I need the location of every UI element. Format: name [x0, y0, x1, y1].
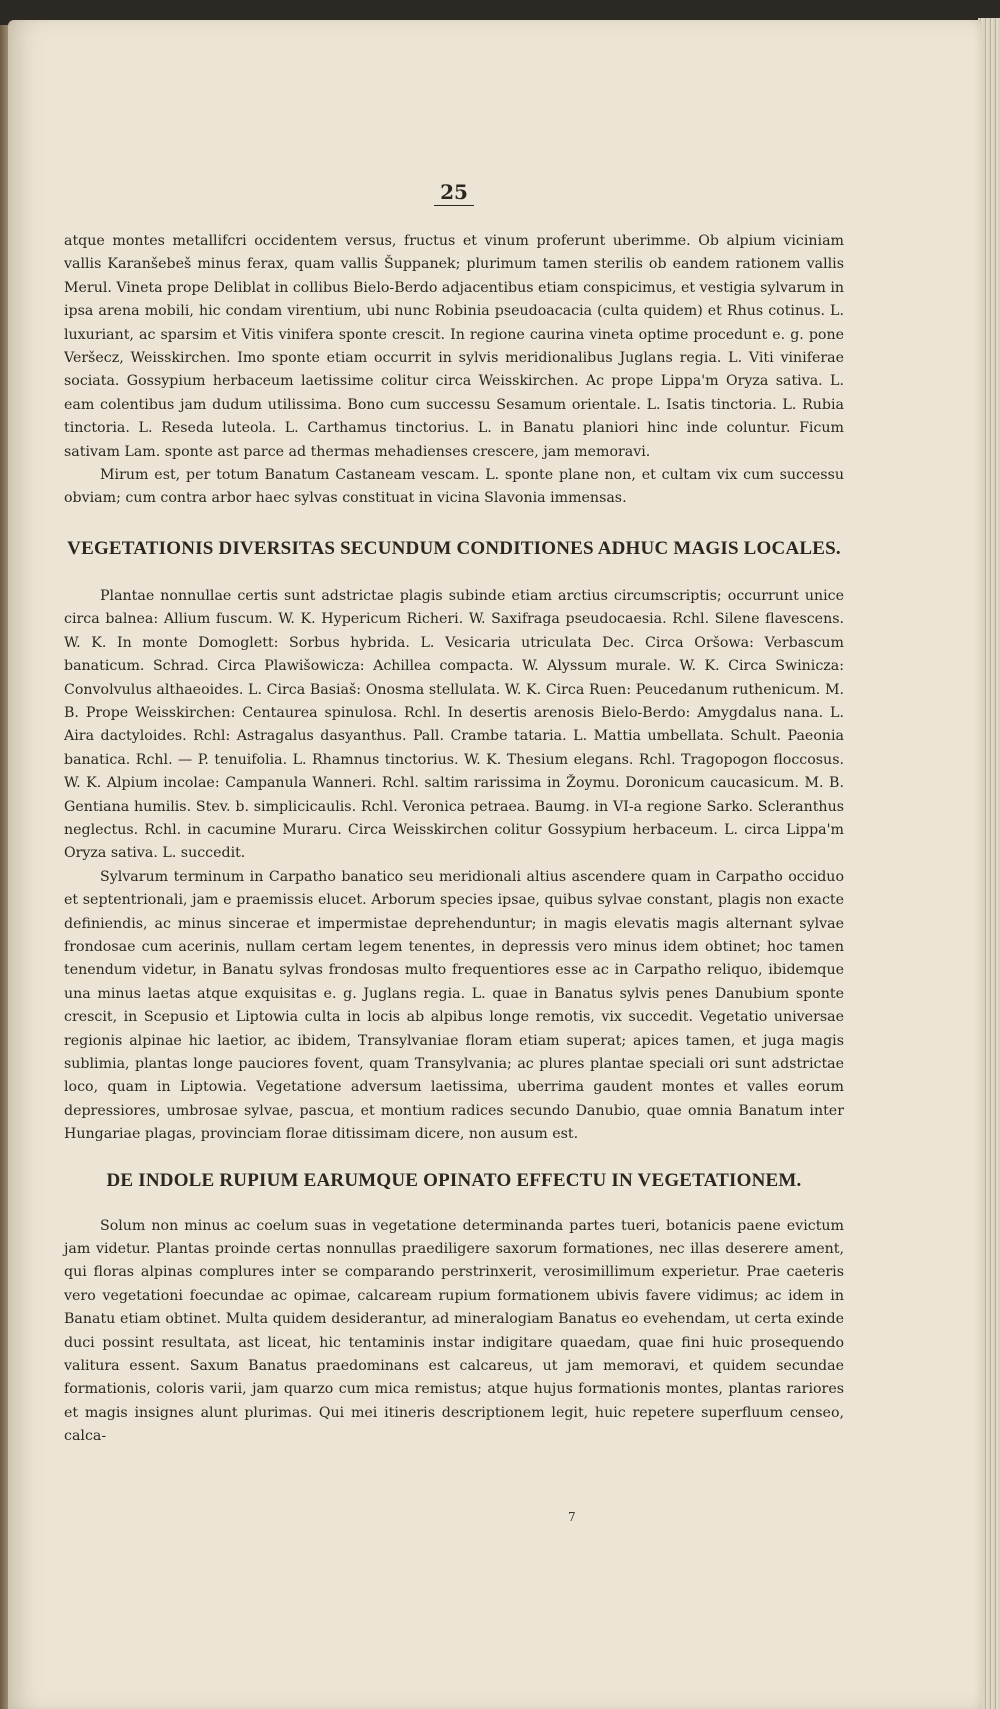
paper-sheet	[8, 20, 982, 1709]
section-heading: DE INDOLE RUPIUM EARUMQUE OPINATO EFFECTU IN VEGETATIONEM.	[106, 1169, 802, 1191]
page-content	[64, 180, 844, 1449]
paragraph: Plantae nonnullae certis sunt adstrictae plagis subinde etiam arctius circumscriptis; occurrunt unice circa balnea: Allium fuscum. W. K. Hypericum Richeri. W. Saxifraga pseudocaesia. Rchl. Silene flavescens. W. K. In monte Domoglett: Sorbus hybrida. L. Vesicaria utriculata Dec. Circa Oršowa: Verbascum banaticum. Schrad. Circa Plawišowicza: Achillea compacta. W. Alyssum murale. W. K. Circa Swinicza: Convolvulus althaeoides. L. Circa Basiaš: Onosma stellulata. W. K. Circa Ruen: Peucedanum ruthenicum. M. B. Prope Weisskirchen: Centaurea spinulosa. Rchl. In desertis arenosis Bielo-Berdo: Amygdalus nana. L. Aira dactyloides. Rchl: Astragalus dasyanthus. Pall. Crambe tataria. L. Mattia umbellata. Schult. Paeonia banatica. Rchl. — P. tenuifolia. L. Rhamnus tinctorius. W. K. Thesium elegans. Rchl. Tragopogon floccosus. W. K. Alpium incolae: Campanula Wanneri. Rchl. saltim rarissima in Žoymu. Doronicum caucasicum. M. B. Gentiana humilis. Stev. b. simplicicaulis. Rchl. Veronica petraea. Baumg. in VI-a regione Sarko. Scleranthus neglectus. Rchl. in cacumine Muraru. Circa Weisskirchen colitur Gossypium herbaceum. L. circa Lippa'm Oryza sativa. L. succedit.	[64, 587, 844, 862]
page-number-text: 25	[434, 180, 474, 206]
paragraph: atque montes metallifcri occidentem versus, fructus et vinum proferunt uberimme. Ob alpium viciniam vallis Karanšebeš minus ferax, quam vallis Šuppanek; plurimum tamen sterilis ob eandem rationem vallis Merul. Vineta prope Deliblat in collibus Bielo-Berdo adjacentibus etiam conspicimus, et vestigia sylvarum in ipsa arena mobili, hic condam virentium, ubi nunc Robinia pseudoacacia (culta quidem) et Rhus cotinus. L. luxuriant, ac sparsim et Vitis vinifera sponte crescit. In regione caurina vineta optime procedunt e. g. pone Veršecz, Weisskirchen. Imo sponte etiam occurrit in sylvis meridionalibus Juglans regia. L. Viti viniferae sociata. Gossypium herbaceum laetissime colitur circa Weisskirchen. Ac prope Lippa'm Oryza sativa. L. eam colentibus jam dudum utilissima. Bono cum successu Sesamum orientale. L. Isatis tinctoria. L. Rubia tinctoria. L. Reseda luteola. L. Carthamus tinctorius. L. in Banatu planiori hinc inde coluntur. Ficum sativam Lam. sponte ast parce ad thermas mehadienses crescere, jam memoravi.	[64, 233, 845, 460]
paragraph: Sylvarum terminum in Carpatho banatico seu meridionali altius ascendere quam in Carpatho occiduo et septentrionali, jam e praemissis elucet. Arborum species ipsae, quibus sylvae constant, plagis non exacte definiendis, ac minus sincerae et impermistae deprehenduntur; in magis elevatis magis alternant sylvae frondosae cum acerinis, nullam certam legem tenentes, in depressis vero minus idem obtinet; hoc tamen tenendum videtur, in Banatu sylvas frondosas multo frequentiores esse ac in Carpatho reliquo, ibidemque una minus laetas atque exquisitas e. g. Juglans regia. L. quae in Banatus sylvis penes Danubium sponte crescit, in Scepusio et Liptowia culta in locis ab alpibus longe remotis, vix succedit. Vegetatio universae regionis alpinae hic laetior, ac ibidem, Transylvaniae floram etiam superat; apices tamen, et juga magis sublimia, plantas longe pauciores fovent, quam Transylvania; ac plures plantae speciali ori sunt adstrictae loco, quam in Liptowia. Vegetatione adversum laetissima, uberrima gaudent montes et valles eorum depressiores, umbrosae sylvae, pascua, et montium radices secundo Danubio, quae omnia Banatum inter Hungariae plagas, provinciam florae ditissimam dicere, non ausum est.	[64, 868, 844, 1143]
signature-mark: 7	[568, 1510, 576, 1524]
section-heading: VEGETATIONIS DIVERSITAS SECUNDUM CONDITIONES ADHUC MAGIS LOCALES.	[67, 537, 841, 559]
paragraph: Mirum est, per totum Banatum Castaneam vescam. L. sponte plane non, et cultam vix cum successu obviam; cum contra arbor haec sylvas constituat in vicina Slavonia immensas.	[64, 467, 844, 507]
paragraph: Solum non minus ac coelum suas in vegetatione determinanda partes tueri, botanicis paene evictum jam videtur. Plantas proinde certas nonnullas praediligere saxorum formationes, nec illas deserere ament, qui floras alpinas complures inter se comparando perstrinxerit, verosimillimum experietur. Prae caeteris vero vegetationi foecundae ac opimae, calcaream rupium formationem ubivis favere vidimus; ac idem in Banatu etiam obtinet. Multa quidem desiderantur, ad mineralogiam Banatus eo evehendam, ut certa exinde duci possint resultata, ast liceat, hic tentaminis instar indigitare quaedam, quae fini huic prosequendo valitura essent. Saxum Banatus praedominans est calcareus, ut jam memoravi, et quidem secundae formationis, coloris varii, jam quarzo cum mica remistus; atque hujus formationis montes, plantas rariores et magis insignes alunt plurimas. Qui mei itineris descriptionem legit, huic repetere superfluum censeo, calca-	[64, 1217, 844, 1445]
page-number	[64, 180, 844, 206]
